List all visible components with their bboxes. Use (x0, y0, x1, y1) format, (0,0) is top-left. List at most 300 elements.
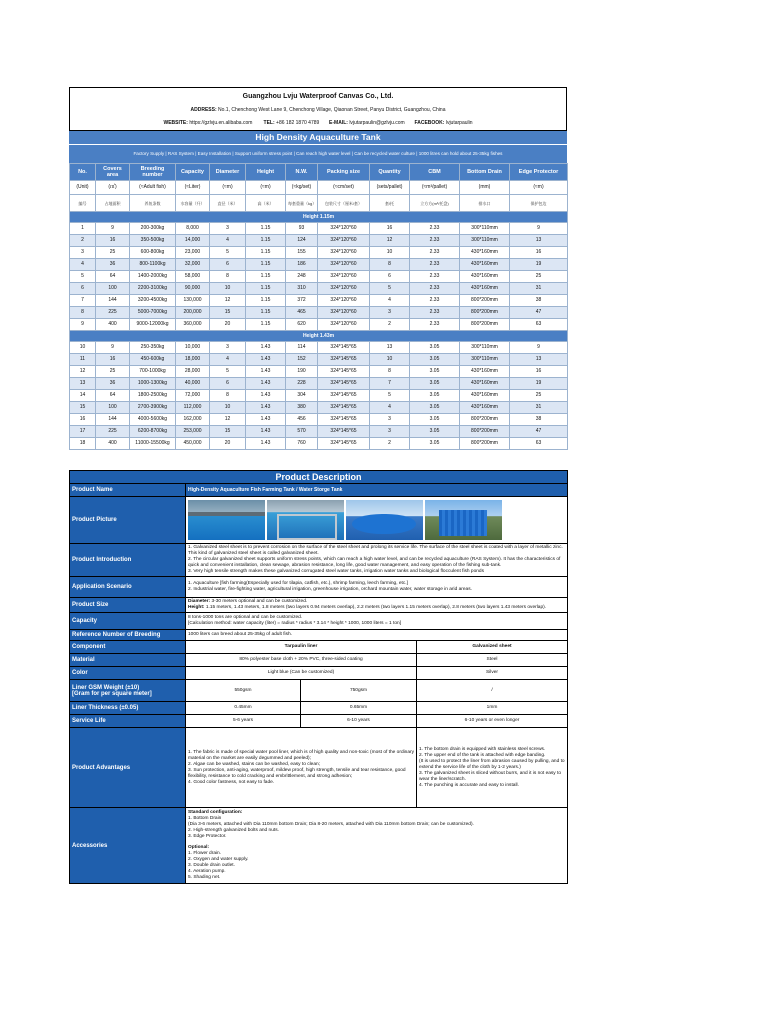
service-life-label: Service Life (70, 715, 186, 728)
spec-row-cell: 3.05 (410, 378, 460, 390)
spec-row-cell: 430*160mm (460, 366, 510, 378)
company-header (69, 87, 567, 131)
spec-row-cell: 430*160mm (460, 271, 510, 283)
spec-row-cell: 324*120*60 (318, 295, 370, 307)
chinese-label-row-cell: 立方方(m³/托盘) (410, 195, 460, 212)
spec-row-cell: 10 (210, 283, 246, 295)
spec-row-cell: 760 (286, 438, 318, 450)
spec-row-cell: 100 (96, 402, 130, 414)
spec-row-cell: 324*120*60 (318, 283, 370, 295)
spec-row-cell: 112,000 (176, 402, 210, 414)
spec-row-cell: 5000-7000kg (130, 307, 176, 319)
spec-row-cell: 1.43 (246, 402, 286, 414)
spec-row-cell: 800*200mm (460, 414, 510, 426)
spec-row-cell: 15 (210, 307, 246, 319)
spec-row-cell: 800*200mm (460, 426, 510, 438)
spec-row-cell: 18 (70, 438, 96, 450)
spec-row-cell: 4 (370, 402, 410, 414)
spec-row-cell: 800*200mm (460, 319, 510, 331)
color-sheet: Silver (417, 667, 568, 680)
spec-row-cell: 3.05 (410, 438, 460, 450)
spec-row (70, 271, 568, 283)
spec-row-cell: 1.43 (246, 390, 286, 402)
color-label: Color (70, 667, 186, 680)
breeding-text: 1000 liters can breed about 25-35kg of adult fish. (186, 630, 568, 641)
gsm-sheet: / (417, 680, 568, 702)
spec-row-cell: 9 (70, 319, 96, 331)
spec-row-cell: 20 (210, 319, 246, 331)
spec-row-cell: 360,000 (176, 319, 210, 331)
component-sheet: Galvanized sheet (417, 641, 568, 654)
spec-row-cell: 1.15 (246, 283, 286, 295)
spec-row-cell: 456 (286, 414, 318, 426)
spec-row-cell: 1.15 (246, 271, 286, 283)
spec-row-cell: 400 (96, 438, 130, 450)
spec-row-cell: 47 (510, 307, 568, 319)
spec-row-cell: 1.15 (246, 295, 286, 307)
spec-row-cell: 1 (70, 223, 96, 235)
spec-row-cell: 2 (370, 319, 410, 331)
spec-row-cell: 16 (70, 414, 96, 426)
spec-row-cell: 130,000 (176, 295, 210, 307)
spec-row (70, 283, 568, 295)
spec-row-cell: 430*160mm (460, 247, 510, 259)
spec-row-cell: 324*145*65 (318, 342, 370, 354)
spec-row-cell: 23,000 (176, 247, 210, 259)
spec-row (70, 259, 568, 271)
chinese-label-row-cell: 保护包边 (510, 195, 568, 212)
spec-row-cell: 72,000 (176, 390, 210, 402)
unit-row-cell: (㎡) (96, 181, 130, 195)
spec-row-cell: 58,000 (176, 271, 210, 283)
spec-row-cell: 144 (96, 295, 130, 307)
spec-row-cell: 93 (286, 223, 318, 235)
spec-row-cell: 15 (70, 402, 96, 414)
unit-row-cell: (≈Liter) (176, 181, 210, 195)
unit-row-cell: (≈m³/pallet) (410, 181, 460, 195)
spec-row-cell: 114 (286, 342, 318, 354)
spec-row-cell: 3 (370, 414, 410, 426)
spec-row-cell: 18,000 (176, 354, 210, 366)
spec-row-cell: 225 (96, 307, 130, 319)
spec-row-cell: 13 (510, 235, 568, 247)
spec-row-cell: 5 (210, 366, 246, 378)
spec-row (70, 354, 568, 366)
spec-row-cell: 9000-12000kg (130, 319, 176, 331)
spec-row-cell: 20 (210, 438, 246, 450)
spec-row-cell: 800*200mm (460, 295, 510, 307)
chinese-label-row-cell: 养鱼条数 (130, 195, 176, 212)
spec-row-cell: 64 (96, 390, 130, 402)
spec-row (70, 414, 568, 426)
spec-row-cell: 324*120*60 (318, 223, 370, 235)
spec-row (70, 366, 568, 378)
description-title: Product Description (70, 471, 568, 484)
spec-row-cell: 32,000 (176, 259, 210, 271)
spec-row-cell: 253,000 (176, 426, 210, 438)
spec-row-cell: 430*160mm (460, 283, 510, 295)
spec-title: High Density Aquaculture Tank (69, 131, 567, 144)
thickness-liner-2: 0.65mm (301, 702, 417, 715)
spec-row-cell: 12 (210, 295, 246, 307)
gsm-liner-2: 750gsm (301, 680, 417, 702)
spec-row-cell: 200-300kg (130, 223, 176, 235)
spec-row-cell: 3 (370, 307, 410, 319)
color-liner: Light blue (Can be customized) (186, 667, 417, 680)
column-header-row-cell: N.W. (286, 164, 318, 181)
spec-row (70, 426, 568, 438)
gsm-label: Liner GSM Weight (±10) [Gram for per square meter] (70, 680, 186, 702)
spec-row-cell: 1.15 (246, 319, 286, 331)
spec-table (69, 163, 568, 450)
spec-row-cell: 28,000 (176, 366, 210, 378)
spec-row-cell: 250-350kg (130, 342, 176, 354)
spec-row-cell: 324*120*60 (318, 307, 370, 319)
spec-row-cell: 465 (286, 307, 318, 319)
advantages-label: Product Advantages (70, 728, 186, 808)
column-header-row-cell: Bottom Drain (460, 164, 510, 181)
thickness-liner-1: 0.45mm (186, 702, 301, 715)
spec-row-cell: 3 (370, 426, 410, 438)
column-header-row-cell: CBM (410, 164, 460, 181)
company-contacts: WEBSITE: https://gzlvju.en.alibaba.com TEL: +86 182 1870 4789 E-MAIL: lvjutarpaulin@gzlvju.com FACEBOOK: lvjutarpaulin (70, 116, 567, 131)
spec-row-cell: 155 (286, 247, 318, 259)
spec-row-cell: 600-800kg (130, 247, 176, 259)
spec-row-cell: 324*145*65 (318, 378, 370, 390)
spec-row-cell: 2.33 (410, 223, 460, 235)
spec-row-cell: 25 (510, 390, 568, 402)
capacity-text: 8 tons-1000 tons are optional and can be customized. [Calculation method: water capacity (liter) = radius * radius * 3.14 * height * 1000, 1000 liters = 1 ton] (186, 613, 568, 630)
spec-row-cell: 8 (70, 307, 96, 319)
spec-row-cell: 16 (370, 223, 410, 235)
spec-row-cell: 152 (286, 354, 318, 366)
spec-row-cell: 1.15 (246, 247, 286, 259)
spec-row-cell: 25 (96, 247, 130, 259)
introduction-text: 1. Galvanized steel sheet is to prevent corrosion on the surface of the steel sheet and prolong its service life. The surface of the steel sheet is coated with a layer of metallic zinc. This kind of galvanized steel sheet is called galvanized sheet. 2. The circular galvanized sheet supports uniform stress points, which can reach a high water level, and can be recycled aquaculture (RAS System). It has the characteristics of quick and convenient installation, clean sewage, abrasion resistance, long life, good water management, and easy operation of the fishing sub-tank. 3. Very high tensile strength makes these galvanized corrugated steel water tanks, irrigation water tanks and biological flocculent fish ponds (186, 544, 568, 577)
introduction-label: Product Introduction (70, 544, 186, 577)
height-group-row (70, 331, 568, 342)
spec-row-cell: 2.33 (410, 295, 460, 307)
spec-row-cell: 15 (210, 426, 246, 438)
spec-row-cell: 3.05 (410, 366, 460, 378)
column-header-row-cell: Height (246, 164, 286, 181)
unit-row-cell: (≈Adult fish) (130, 181, 176, 195)
spec-row-cell: 9 (96, 342, 130, 354)
spec-row-cell: 19 (510, 259, 568, 271)
spec-row-cell: 430*160mm (460, 378, 510, 390)
spec-row-cell: 64 (96, 271, 130, 283)
spec-row-cell: 8 (210, 390, 246, 402)
spec-row-cell: 2.33 (410, 283, 460, 295)
spec-row-cell: 6 (70, 283, 96, 295)
spec-row-cell: 620 (286, 319, 318, 331)
spec-row-cell: 9 (96, 223, 130, 235)
column-header-row (70, 164, 568, 181)
spec-row (70, 378, 568, 390)
spec-row-cell: 248 (286, 271, 318, 283)
breeding-label: Reference Number of Breeding (70, 630, 186, 641)
spec-row-cell: 1.15 (246, 307, 286, 319)
chinese-label-row-cell: 占地面积 (96, 195, 130, 212)
application-text: 1. Aquaculture [fish farming(Especially used for tilapia, catfish, etc.), shrimp farming, leech farming, etc.] 2. Industrial water, fire-fighting water, agricultural irrigation, greenhouse irrigation, orchard mountain water, water storage in arid areas. (186, 577, 568, 598)
advantages-sheet: 1. The bottom drain is equipped with stainless steel screws. 2. The upper end of the tank is attached with edge banding. (It is used to protect the liner from abrasion caused by pulling, and to extend the service life of the cloth by 1-2 years.) 3. The galvanized sheet is sliced without burrs, and it is not easy to wear the liner/scratch. 4. The punching is accurate and easy to install. (417, 728, 568, 808)
spec-row-cell: 36 (96, 378, 130, 390)
spec-row (70, 223, 568, 235)
spec-row-cell: 11 (70, 354, 96, 366)
component-label: Component (70, 641, 186, 654)
spec-row-cell: 12 (370, 235, 410, 247)
material-label: Material (70, 654, 186, 667)
spec-row-cell: 800*200mm (460, 307, 510, 319)
spec-row-cell: 4000-5600kg (130, 414, 176, 426)
spec-row-cell: 1.43 (246, 342, 286, 354)
spec-row-cell: 324*120*60 (318, 247, 370, 259)
spec-row-cell: 3 (210, 342, 246, 354)
component-liner: Tarpaulin liner (186, 641, 417, 654)
spec-row-cell: 324*145*65 (318, 390, 370, 402)
unit-row-cell: (mm) (460, 181, 510, 195)
spec-row-cell: 1400-2000kg (130, 271, 176, 283)
spec-row-cell: 450,000 (176, 438, 210, 450)
spec-row-cell: 200,000 (176, 307, 210, 319)
spec-row-cell: 12 (70, 366, 96, 378)
spec-row-cell: 2 (70, 235, 96, 247)
spec-row-cell: 4 (70, 259, 96, 271)
spec-features: Factory Supply | RAS System | Easy Installation | Support uniform stress point | Can reach high water level | Can be recycled water culture | 1000 litres can hold about 25-35kg fishes (69, 144, 567, 163)
spec-row-cell: 300*110mm (460, 354, 510, 366)
spec-row-cell: 400 (96, 319, 130, 331)
service-life-sheet: 6-10 years or even longer (417, 715, 568, 728)
column-header-row-cell: Breeding number (130, 164, 176, 181)
chinese-label-row (70, 195, 568, 212)
spec-row-cell: 47 (510, 426, 568, 438)
spec-row-cell: 324*145*65 (318, 366, 370, 378)
chinese-label-row-cell: 水容量（升） (176, 195, 210, 212)
spec-row (70, 235, 568, 247)
spec-row-cell: 10 (210, 402, 246, 414)
spec-row-cell: 9 (510, 342, 568, 354)
spec-row-cell: 430*160mm (460, 402, 510, 414)
spec-row-cell: 225 (96, 426, 130, 438)
spec-row-cell: 3.05 (410, 390, 460, 402)
spec-row-cell: 324*145*65 (318, 354, 370, 366)
unit-row-cell: (≈m) (210, 181, 246, 195)
spec-row-cell: 3.05 (410, 414, 460, 426)
product-description-table (69, 470, 568, 884)
spec-row-cell: 1000-1300kg (130, 378, 176, 390)
spec-row-cell: 380 (286, 402, 318, 414)
spec-row-cell: 8 (370, 259, 410, 271)
spec-row (70, 307, 568, 319)
spec-row-cell: 6 (210, 259, 246, 271)
spec-row-cell: 31 (510, 283, 568, 295)
product-name-label: Product Name (70, 484, 186, 497)
column-header-row-cell: Packing size (318, 164, 370, 181)
size-text: Diameter: 3-30 meters optional and can be customized. Height: 1.15 meters, 1.43 meters, 1.8 meters (two layers 0.94 meters overlap), 2.2 meters (two layers 1.15 meters overlap), 2.8 meters (two layers 1.43 meters overlap). (186, 598, 568, 613)
spec-row-cell: 1.15 (246, 223, 286, 235)
spec-row-cell: 450-600kg (130, 354, 176, 366)
spec-row-cell: 31 (510, 402, 568, 414)
spec-row-cell: 6 (210, 378, 246, 390)
spec-row-cell: 324*145*65 (318, 414, 370, 426)
spec-row-cell: 16 (510, 366, 568, 378)
spec-row-cell: 124 (286, 235, 318, 247)
spec-row (70, 390, 568, 402)
spec-row-cell: 304 (286, 390, 318, 402)
spec-row-cell: 144 (96, 414, 130, 426)
spec-row-cell: 36 (96, 259, 130, 271)
spec-row-cell: 2700-3900kg (130, 402, 176, 414)
spec-row-cell: 324*145*65 (318, 438, 370, 450)
spec-row-cell: 4 (210, 354, 246, 366)
material-sheet: Steel (417, 654, 568, 667)
spec-row-cell: 5 (70, 271, 96, 283)
column-header-row-cell: Covers area (96, 164, 130, 181)
spec-row-cell: 5 (370, 390, 410, 402)
spec-row-cell: 324*120*60 (318, 319, 370, 331)
chinese-label-row-cell: 直径（米） (210, 195, 246, 212)
spec-row-cell: 10 (70, 342, 96, 354)
spec-row-cell: 13 (510, 354, 568, 366)
spec-row-cell: 25 (96, 366, 130, 378)
application-label: Application Scenario (70, 577, 186, 598)
column-header-row-cell: Diameter (210, 164, 246, 181)
spec-row-cell: 800-1100kg (130, 259, 176, 271)
spec-row-cell: 8 (370, 366, 410, 378)
company-address: ADDRESS: No.1, Chenchong West Lane 9, Chenchong Village, Qiaonan Street, Panyu District, Guangzhou, China (70, 104, 567, 116)
material-liner: 80% polyester base cloth + 20% PVC, three-sided coating (186, 654, 417, 667)
column-header-row-cell: No. (70, 164, 96, 181)
spec-row-cell: 228 (286, 378, 318, 390)
service-life-liner-1: 5-6 years (186, 715, 301, 728)
thickness-sheet: 1mm (417, 702, 568, 715)
spec-row-cell: 1.43 (246, 438, 286, 450)
spec-sheet (69, 87, 567, 884)
spec-row-cell: 16 (510, 247, 568, 259)
capacity-label: Capacity (70, 613, 186, 630)
spec-row-cell: 8,000 (176, 223, 210, 235)
spec-row-cell: 38 (510, 414, 568, 426)
spec-row-cell: 4 (210, 235, 246, 247)
spec-row-cell: 25 (510, 271, 568, 283)
spec-row-cell: 6200-8700kg (130, 426, 176, 438)
spec-row-cell: 6 (370, 271, 410, 283)
chinese-label-row-cell: 包装尺寸（厘米/套） (318, 195, 370, 212)
spec-row-cell: 14 (70, 390, 96, 402)
spec-row-cell: 2.33 (410, 319, 460, 331)
spec-row-cell: 2.33 (410, 307, 460, 319)
spec-row-cell: 324*145*65 (318, 426, 370, 438)
spec-row-cell: 63 (510, 438, 568, 450)
accessories-label: Accessories (70, 808, 186, 884)
spec-row-cell: 7 (370, 378, 410, 390)
spec-row (70, 438, 568, 450)
spec-row-cell: 430*160mm (460, 259, 510, 271)
spec-row-cell: 1.43 (246, 354, 286, 366)
spec-row-cell: 1.43 (246, 366, 286, 378)
spec-row-cell: 13 (70, 378, 96, 390)
spec-row-cell: 11000-15500kg (130, 438, 176, 450)
chinese-label-row-cell: 每套重量（kg） (286, 195, 318, 212)
spec-row-cell: 10 (370, 247, 410, 259)
unit-row-cell: (≈m) (246, 181, 286, 195)
chinese-label-row-cell: 高（米） (246, 195, 286, 212)
spec-row-cell: 372 (286, 295, 318, 307)
spec-row-cell: 300*110mm (460, 342, 510, 354)
spec-row-cell: 2.33 (410, 235, 460, 247)
spec-row-cell: 100 (96, 283, 130, 295)
column-header-row-cell: Edge Protector (510, 164, 568, 181)
size-label: Product Size (70, 598, 186, 613)
spec-row-cell: 12 (210, 414, 246, 426)
spec-row-cell: 1.43 (246, 378, 286, 390)
height-group-label: Height 1.43m (70, 331, 568, 342)
spec-row (70, 402, 568, 414)
product-photo-2 (267, 500, 344, 540)
spec-row-cell: 1.15 (246, 235, 286, 247)
advantages-liner: 1. The fabric is made of special water pool liner, which is of high quality and non-toxic (most of the ordinary material on the market are easily degummed and peeled); 2. Algae can be washed, stains can be washed, easy to clean; 3. Sun protection, anti-aging, waterproof, mildew proof, high strength, tensile and tear resistance, good flexibility, resistance to cold cracking and embrittlement, and strong adhesion; 4. Good color fastness, not easy to fade. (186, 728, 417, 808)
spec-row-cell: 9 (510, 223, 568, 235)
spec-row (70, 295, 568, 307)
spec-row-cell: 1.43 (246, 414, 286, 426)
product-name: High-Density Aquaculture Fish Farming Tank / Water Storge Tank (186, 484, 568, 497)
spec-row-cell: 324*120*60 (318, 235, 370, 247)
spec-row-cell: 90,000 (176, 283, 210, 295)
spec-row (70, 247, 568, 259)
column-header-row-cell: Capacity (176, 164, 210, 181)
spec-row-cell: 700-1000kg (130, 366, 176, 378)
spec-row-cell: 40,000 (176, 378, 210, 390)
spec-row-cell: 300*110mm (460, 235, 510, 247)
column-header-row-cell: Quantity (370, 164, 410, 181)
spec-row-cell: 430*160mm (460, 390, 510, 402)
unit-row (70, 181, 568, 195)
spec-row-cell: 162,000 (176, 414, 210, 426)
spec-row-cell: 3.05 (410, 342, 460, 354)
spec-row-cell: 800*200mm (460, 438, 510, 450)
product-picture-label: Product Picture (70, 497, 186, 544)
spec-row-cell: 10,000 (176, 342, 210, 354)
height-group-row (70, 212, 568, 223)
spec-row-cell: 2.33 (410, 247, 460, 259)
spec-row-cell: 16 (96, 235, 130, 247)
spec-row-cell: 300*110mm (460, 223, 510, 235)
spec-row-cell: 10 (370, 354, 410, 366)
product-pictures (186, 497, 568, 544)
spec-row-cell: 1.15 (246, 259, 286, 271)
unit-row-cell: (sets/pallet) (370, 181, 410, 195)
spec-row-cell: 7 (70, 295, 96, 307)
spec-row-cell: 13 (370, 342, 410, 354)
spec-row-cell: 324*145*65 (318, 402, 370, 414)
spec-row-cell: 3200-4500kg (130, 295, 176, 307)
spec-row-cell: 2200-3100kg (130, 283, 176, 295)
spec-row-cell: 3 (210, 223, 246, 235)
chinese-label-row-cell: 排水口 (460, 195, 510, 212)
spec-row-cell: 2.33 (410, 271, 460, 283)
spec-row-cell: 2 (370, 438, 410, 450)
spec-row-cell: 63 (510, 319, 568, 331)
product-photo-3 (346, 500, 423, 540)
spec-row-cell: 3.05 (410, 426, 460, 438)
spec-row-cell: 17 (70, 426, 96, 438)
spec-row-cell: 190 (286, 366, 318, 378)
spec-row-cell: 1800-2500kg (130, 390, 176, 402)
spec-row-cell: 324*120*60 (318, 271, 370, 283)
spec-row-cell: 2.33 (410, 259, 460, 271)
spec-row-cell: 8 (210, 271, 246, 283)
chinese-label-row-cell: 编号 (70, 195, 96, 212)
